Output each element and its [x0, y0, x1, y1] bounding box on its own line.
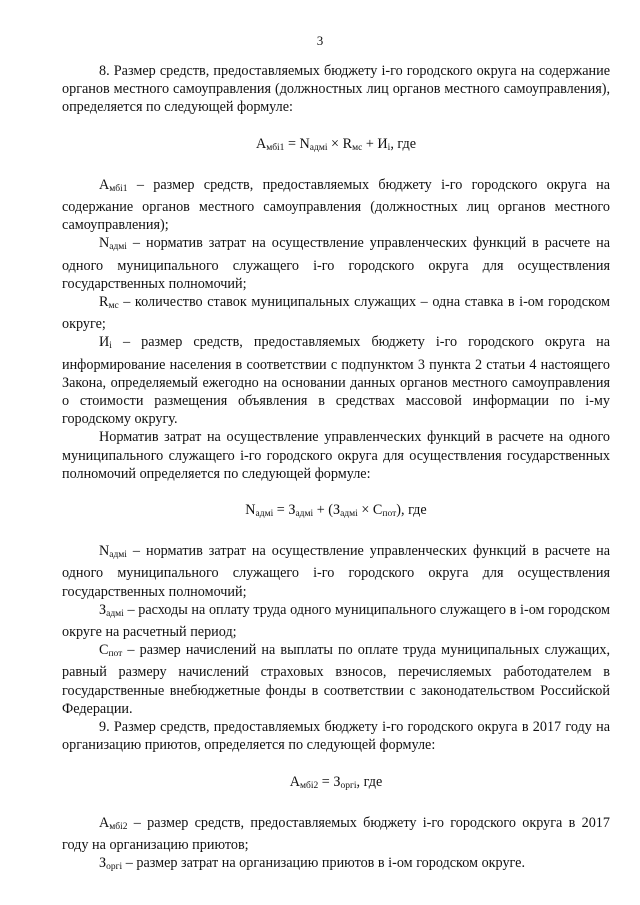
definition-r-ms: $R_{мс}$ – количество ставок муниципальных служащих – одна ставка в i-ом городском округе; [62, 294, 610, 333]
definition-c-pot: $С_{пот}$ – размер начислений на выплаты по оплате труда муниципальных служащих, равный размеру начислений страховых взносов, перечисляемых работодателем в государственные внебюджетные фонды в соответствии с законодательством Российской Федерации. [62, 642, 610, 717]
formula-a-mbi1: $А_{мбi1} = N_{адмi} \times R_{мс} + И_i$, где [255, 135, 417, 153]
definition-i: $И_i$ – размер средств, предоставляемых бюджету i-го городского округа на информирование населения в соответствии с подпунктом 3 пункта 2 статьи 4 настоящего Закона, определяемый ежегодно на основании данных органов местного самоуправления о стоимости размещения объявления в средствах массовой информации по i-му городскому округу. [62, 334, 610, 428]
definition-z-admi: $З_{адмi}$ – расходы на оплату труда одного муниципального служащего в i-ом городском округе на расчетный период; [62, 601, 610, 641]
definition-n-admi-2: $N_{адмi}$ – норматив затрат на осуществление управленческих функций в расчете на одного муниципального служащего i-го городского округа для осуществления государственных полномочий; [62, 543, 610, 600]
definition-z-orgi: $З_{оргi}$ – размер затрат на организацию приютов в i-ом городском округе. [99, 855, 526, 873]
definition-a-mbi2: $А_{мбi2}$ – размер средств, предоставляемых бюджету i-го городского округа в 2017 году на организацию приютов; [62, 814, 610, 853]
formula-n-admi: $N_{адмi} = З_{адмi} + (З_{адмi} \times С_{пот})$, где [245, 502, 427, 520]
paragraph-normative: Норматив затрат на осуществление управленческих функций в расчете на одного муниципального служащего i-го городского округа для осуществления государственных полномочий определяется по следующей формуле: [62, 429, 610, 482]
paragraph-8: 8. Размер средств, предоставляемых бюджету i-го городского округа на содержание органов местного самоуправления (должностных лиц органов местного самоуправления), определяется по следующей формуле: [62, 63, 610, 116]
formula-a-mbi2: $А_{мбi2} = З_{оргi}$, где [289, 773, 383, 791]
document-body [62, 62, 610, 876]
page-number: 3 [316, 33, 324, 48]
definition-a-mbi1: $А_{мбi1}$ – размер средств, предоставляемых бюджету i-го городского округа на содержание органов местного самоуправления (должностных лиц органов местного самоуправления); [62, 176, 610, 234]
definition-n-admi: $N_{адмi}$ – норматив затрат на осуществление управленческих функций в расчете на одного муниципального служащего i-го городского округа для осуществления государственных полномочий; [62, 235, 610, 292]
paragraph-9: 9. Размер средств, предоставляемых бюджету i-го городского округа в 2017 году на организацию приютов, определяется по следующей формуле: [62, 719, 610, 754]
